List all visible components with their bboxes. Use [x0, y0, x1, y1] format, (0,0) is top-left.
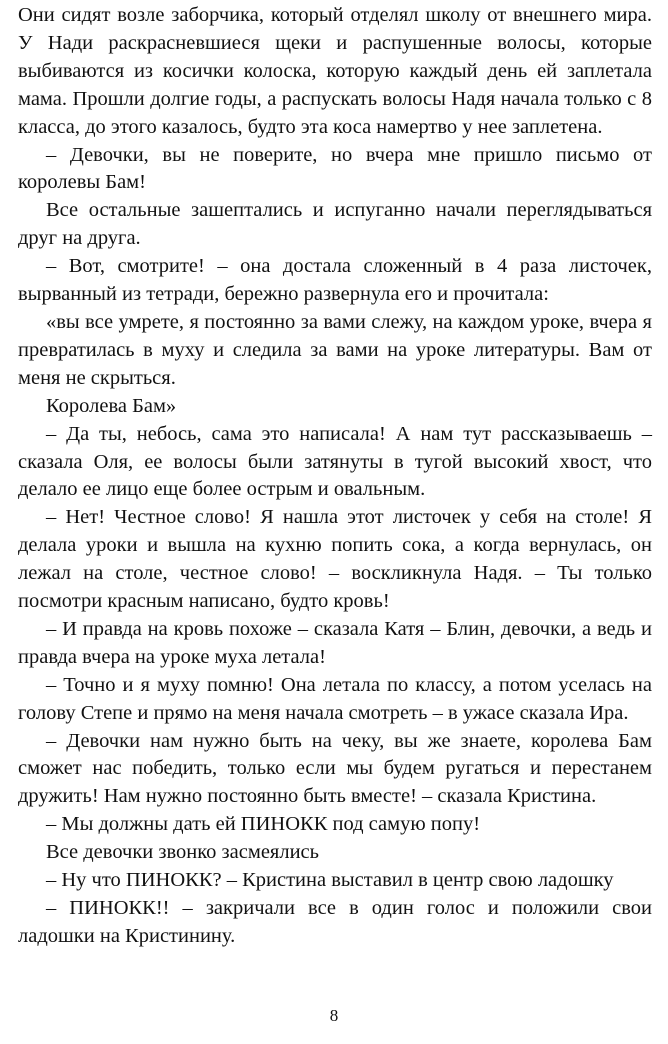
paragraph-13: Все девочки звонко засмеялись [46, 841, 319, 864]
paragraph-12: – Мы должны дать ей ПИНОКК под самую попу! [46, 813, 481, 836]
paragraph-9: – И правда на кровь похоже – сказала Катя – Блин, девочки, а ведь и правда вчера на уроке муха летала! [18, 617, 652, 668]
paragraph-11: – Девочки нам нужно быть на чеку, вы же знаете, королева Бам сможет нас победить, только если мы будем ругаться и перестанем дружить! Нам нужно постоянно быть вместе! – сказала Кристина. [18, 729, 652, 808]
paragraph-14: – Ну что ПИНОКК? – Кристина выставил в центр свою ладошку [46, 869, 614, 892]
paragraph-8: – Нет! Честное слово! Я нашла этот листочек у себя на столе! Я делала уроки и вышла на кухню попить сока, а когда вернулась, он лежал на столе, честное слово! – воскликнула Надя. – Ты только посмотри красным написано, будто кровь! [18, 506, 652, 613]
page-body [18, 0, 652, 951]
paragraph-4: – Вот, смотрите! – она достала сложенный в 4 раза листочек, вырванный из тетради, бережно развернула его и прочитала: [18, 255, 652, 306]
paragraph-5: «вы все умрете, я постоянно за вами слежу, на каждом уроке, вчера я превратилась в муху и следила за вами на уроке литературы. Вам от меня не скрыться. [18, 310, 652, 389]
paragraph-7: – Да ты, небось, сама это написала! А нам тут рассказываешь – сказала Оля, ее волосы были затянуты в тугой высокий хвост, что делало ее лицо еще более острым и овальным. [18, 422, 652, 501]
page-number: 8 [329, 1006, 339, 1025]
paragraph-1: Они сидят возле заборчика, который отделял школу от внешнего мира. У Нади раскрасневшиеся щеки и распушенные волосы, которые выбиваются из косички колоска, которую каждый день ей заплетала мама. Прошли долгие годы, а распускать волосы Надя начала только с 8 класса, до этого казалось, будто эта коса намертво у нее заплетена. [18, 4, 652, 138]
paragraph-3: Все остальные зашептались и испуганно начали переглядываться друг на друга. [18, 199, 652, 250]
paragraph-2: – Девочки, вы не поверите, но вчера мне пришло письмо от королевы Бам! [18, 143, 652, 194]
paragraph-6: Королева Бам» [46, 394, 177, 417]
paragraph-15: – ПИНОКК!! – закричали все в один голос и положили свои ладошки на Кристинину. [18, 897, 652, 947]
paragraph-10: – Точно и я муху помню! Она летала по классу, а потом уселась на голову Степе и прямо на меня начала смотреть – в ужасе сказала Ира. [18, 673, 652, 724]
